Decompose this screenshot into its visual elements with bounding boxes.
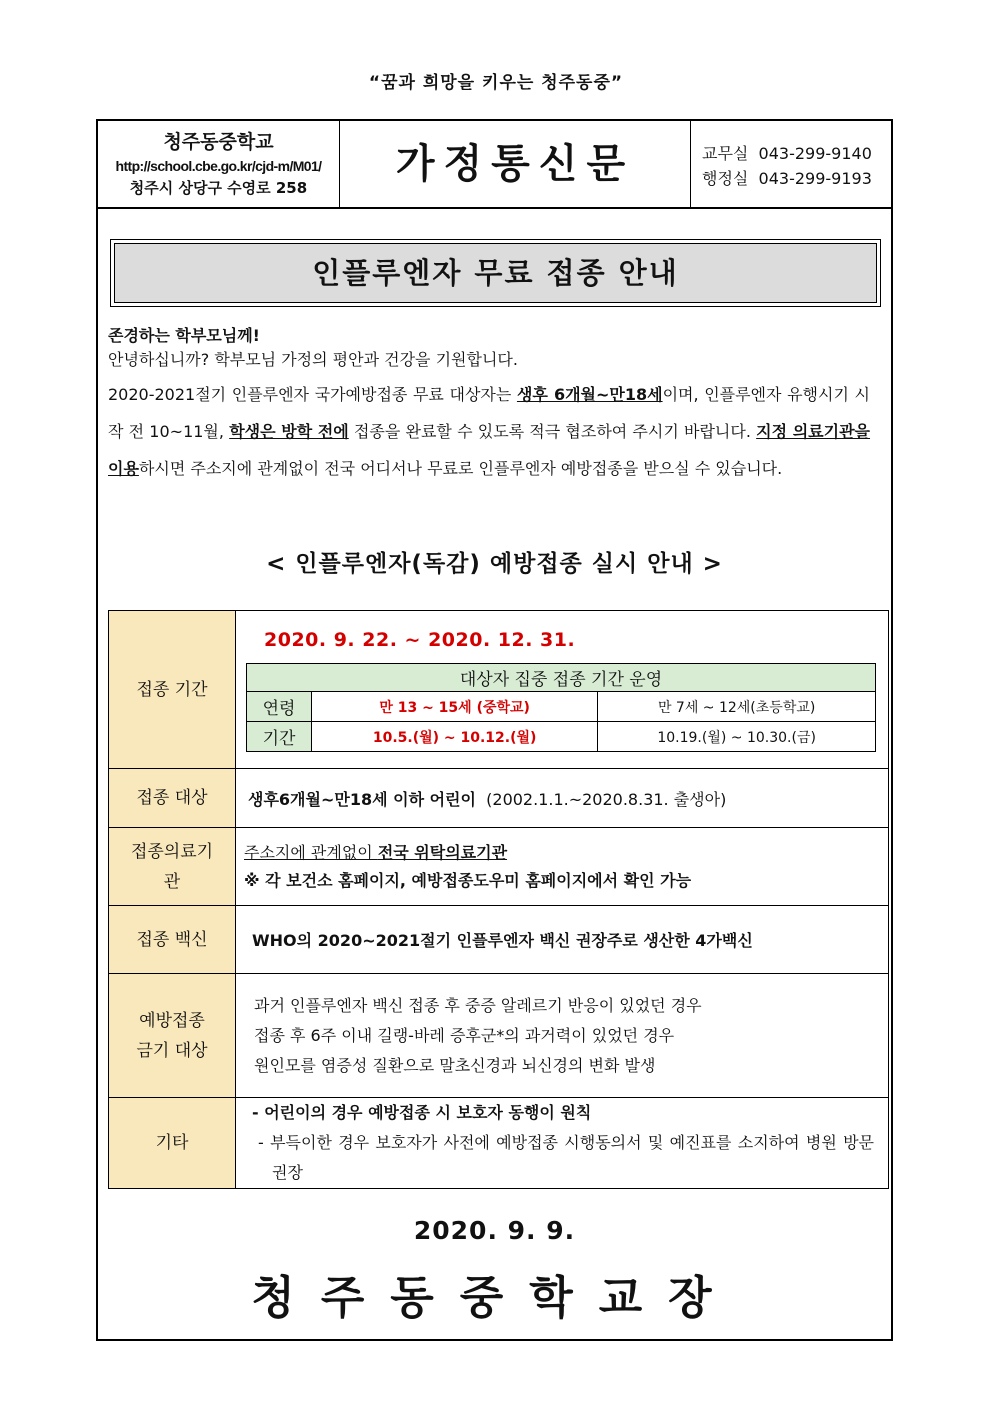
etc-item-guardian: - 어린이의 경우 예방접종 시 보호자 동행이 원칙	[252, 1103, 592, 1122]
school-info	[98, 121, 340, 207]
elementary-period: 10.19.(월) ~ 10.30.(금)	[598, 722, 876, 752]
priority-period-table	[246, 663, 876, 752]
motto: “꿈과 희망을 키우는 청주동중”	[368, 73, 624, 93]
label-contraindication: 예방접종 금기 대상	[109, 974, 236, 1098]
label-period: 접종 기간	[109, 611, 236, 769]
salutation: 존경하는 학부모님께!	[108, 326, 260, 345]
before-vacation-highlight: 학생은 방학 전에	[229, 422, 349, 441]
target-text: 생후6개월~만18세 이하 어린이	[248, 789, 476, 809]
priority-header: 대상자 집중 접종 기간 운영	[247, 664, 876, 692]
middle-school-period: 10.5.(월) ~ 10.12.(월)	[312, 722, 598, 752]
greeting-paragraph: 2020-2021절기 인플루엔자 국가예방접종 무료 대상자는 생후 6개월~만18세이며, 인플루엔자 유행시기 시작 전 10~11월, 학생은 방학 전에 접종을 완료할 수 있도록 적극 협조하여 주시기 바랍니다. 지정 의료기관을 이용하시면 주소지에 관계없이 전국 어디서나 무료로 인플루엔자 예방접종을 받으실 수 있습니다.	[108, 385, 871, 478]
contact-phones	[702, 141, 872, 191]
period-label: 기간	[247, 722, 312, 752]
phone-row-admin: 행정실 043-299-9193	[702, 169, 872, 188]
newsletter-title: 가정통신문	[340, 121, 691, 207]
phone-number-admin: 043-299-9193	[758, 169, 872, 188]
eligible-age-highlight: 생후 6개월~만18세	[516, 385, 663, 404]
newsletter-frame	[96, 119, 893, 1341]
school-name: 청주동중학교	[163, 131, 274, 153]
section-title: < 인플루엔자(독감) 예방접종 실시 안내 >	[266, 551, 723, 577]
contra-item: 원인모를 염증성 질환으로 말초신경과 뇌신경의 변화 발생	[254, 1055, 656, 1075]
phone-number-academic: 043-299-9140	[758, 144, 872, 163]
label-etc: 기타	[109, 1098, 236, 1189]
row-contraindication	[109, 974, 889, 1098]
row-etc	[109, 1098, 889, 1189]
principal-signature: 청주동중학교장	[251, 1271, 738, 1324]
notice-title: 인플루엔자 무료 접종 안내	[114, 243, 877, 303]
row-vaccine	[109, 906, 889, 974]
row-target	[109, 769, 889, 828]
label-clinic: 접종의료기 관	[109, 828, 236, 906]
school-address: 청주시 상당구 수영로 258	[129, 179, 308, 197]
clinic-note: ※ 각 보건소 홈페이지, 예방접종도우미 홈페이지에서 확인 가능	[244, 870, 692, 890]
row-period	[109, 611, 889, 769]
letterhead	[98, 121, 891, 209]
opening-line: 안녕하십니까? 학부모님 가정의 평안과 건강을 기원합니다.	[108, 350, 518, 369]
clinic-nationwide: 전국 위탁의료기관	[377, 842, 508, 862]
vaccination-period: 2020. 9. 22. ~ 2020. 12. 31.	[264, 629, 576, 651]
issue-date: 2020. 9. 9.	[413, 1216, 576, 1245]
middle-school-age: 만 13 ~ 15세 (중학교)	[312, 692, 598, 722]
label-vaccine: 접종 백신	[109, 906, 236, 974]
contra-item: 과거 인플루엔자 백신 접종 후 중증 알레르기 반응이 있었던 경우	[254, 995, 702, 1015]
school-url[interactable]: http://school.cbe.go.kr/cjd-m/M01/	[115, 158, 322, 174]
elementary-age: 만 7세 ~ 12세(초등학교)	[598, 692, 876, 722]
phone-row-academic: 교무실 043-299-9140	[702, 144, 872, 163]
etc-item-consent: - 부득이한 경우 보호자가 사전에 예방접종 시행동의서 및 예진표를 소지하여 병원 방문 권장	[258, 1133, 874, 1182]
age-label: 연령	[247, 692, 312, 722]
designated-clinic-highlight: 지정 의료기관을 이용	[108, 422, 871, 478]
contra-item: 접종 후 6주 이내 길랭-바레 증후군*의 과거력이 있었던 경우	[254, 1025, 675, 1045]
vaccination-info-table	[108, 610, 889, 1189]
greeting	[108, 324, 870, 487]
label-target: 접종 대상	[109, 769, 236, 828]
row-clinic	[109, 828, 889, 906]
vaccine-text: WHO의 2020~2021절기 인플루엔자 백신 권장주로 생산한 4가백신	[252, 931, 753, 950]
target-note: (2002.1.1.~2020.8.31. 출생아)	[486, 789, 727, 809]
notice-title-box	[110, 239, 881, 307]
clinic-line: 주소지에 관계없이 전국 위탁의료기관	[244, 842, 508, 862]
